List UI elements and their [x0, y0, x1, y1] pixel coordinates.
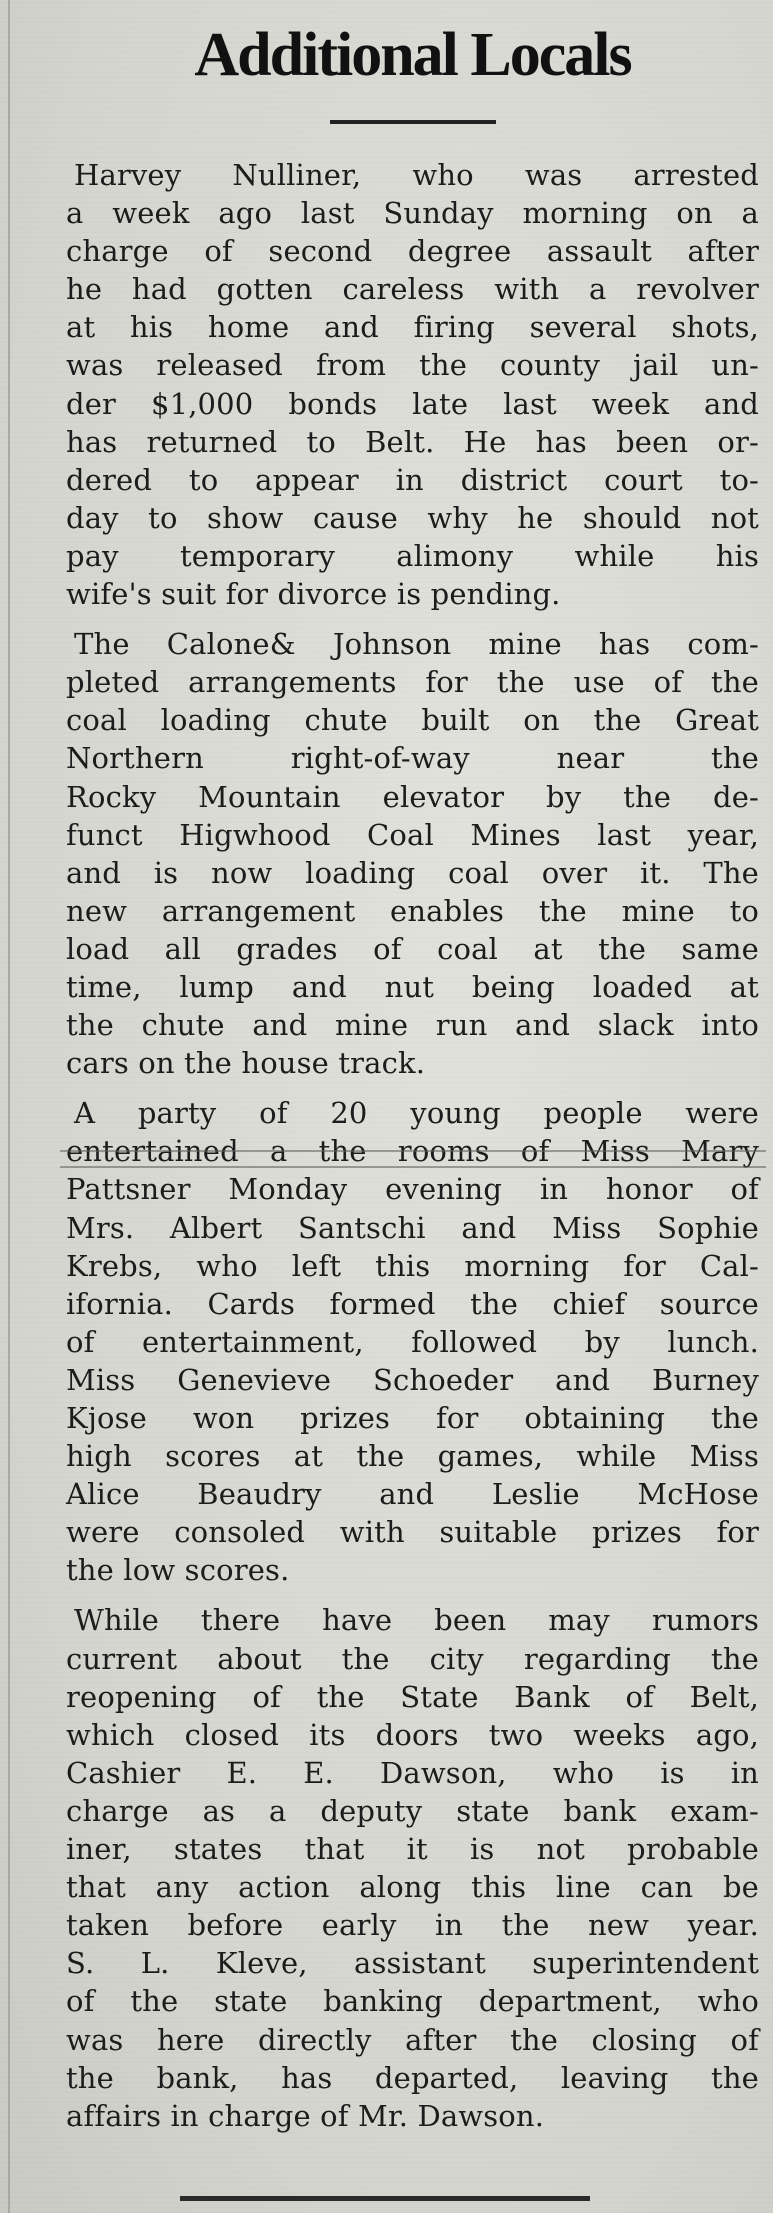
text-line: has returned to Belt. He has been or-	[66, 424, 759, 459]
text-line: Mrs. Albert Santschi and Miss Sophie	[66, 1210, 759, 1245]
text-line: of entertainment, followed by lunch.	[66, 1324, 759, 1359]
text-line: Cashier E. E. Dawson, who is in	[66, 1755, 759, 1790]
text-line: pay temporary alimony while his	[66, 538, 759, 573]
text-line: high scores at the games, while Miss	[66, 1439, 759, 1474]
text-line: he had gotten careless with a revolver	[66, 272, 759, 307]
text-line: A party of 20 young people were	[74, 1096, 759, 1131]
text-line: pleted arrangements for the use of the	[66, 665, 759, 700]
text-line: coal loading chute built on the Great	[66, 703, 759, 738]
text-line: wife's suit for divorce is pending.	[66, 577, 561, 612]
text-line: iner, states that it is not probable	[66, 1832, 759, 1867]
paragraph	[66, 625, 759, 1082]
text-line: a week ago last Sunday morning on a	[66, 196, 759, 231]
text-line: were consoled with suitable prizes for	[66, 1515, 759, 1550]
text-line: The Calone& Johnson mine has com-	[74, 627, 759, 662]
text-line: reopening of the State Bank of Belt,	[66, 1679, 759, 1714]
text-line: Northern right-of-way near the	[66, 741, 759, 776]
text-line: Kjose won prizes for obtaining the	[66, 1401, 759, 1435]
headline-rule	[330, 120, 496, 124]
paragraph	[66, 1094, 759, 1589]
text-line: While there have been may rumors	[74, 1603, 759, 1638]
paragraph	[66, 156, 759, 613]
text-line: was here directly after the closing of	[66, 2022, 759, 2057]
text-line: was released from the county jail un-	[66, 348, 759, 383]
text-line: taken before early in the new year.	[66, 1908, 759, 1943]
text-line: Rocky Mountain elevator by the de-	[66, 779, 759, 814]
text-line: the low scores.	[66, 1553, 290, 1588]
text-line: load all grades of coal at the same	[66, 931, 759, 966]
fold-crease-marks	[60, 1150, 766, 1168]
text-line: that any action along this line can be	[66, 1870, 759, 1905]
text-line: cars on the house track.	[66, 1046, 426, 1081]
text-line: der $1,000 bonds late last week and	[66, 386, 759, 421]
text-line: charge as a deputy state bank exam-	[66, 1793, 759, 1828]
headline: Additional Locals	[194, 21, 631, 89]
text-line: at his home and firing several shots,	[66, 310, 759, 345]
article-body	[66, 156, 759, 2135]
text-line: Alice Beaudry and Leslie McHose	[66, 1477, 759, 1512]
text-line: entertained a the rooms of Miss Mary	[66, 1134, 759, 1169]
text-line: charge of second degree assault after	[66, 234, 759, 269]
text-line: which closed its doors two weeks ago,	[66, 1717, 759, 1752]
bottom-rule	[180, 2196, 590, 2201]
text-line: the bank, has departed, leaving the	[66, 2060, 759, 2095]
text-line: ifornia. Cards formed the chief source	[66, 1286, 759, 1321]
text-line: S. L. Kleve, assistant superintendent	[66, 1946, 759, 1981]
text-line: Miss Genevieve Schoeder and Burney	[66, 1362, 759, 1397]
text-line: of the state banking department, who	[66, 1984, 759, 2019]
text-line: day to show cause why he should not	[66, 500, 759, 535]
text-line: time, lump and nut being loaded at	[66, 969, 759, 1004]
text-line: dered to appear in district court to-	[66, 462, 759, 497]
text-line: current about the city regarding the	[66, 1641, 759, 1676]
text-line: Krebs, who left this morning for Cal-	[66, 1248, 759, 1283]
text-line: and is now loading coal over it. The	[66, 855, 759, 890]
text-line: new arrangement enables the mine to	[66, 893, 759, 928]
paragraph	[66, 1601, 759, 2134]
text-line: the chute and mine run and slack into	[66, 1008, 759, 1043]
text-line: Harvey Nulliner, who was arrested	[74, 158, 759, 192]
text-line: affairs in charge of Mr. Dawson.	[66, 2098, 545, 2133]
text-line: funct Higwhood Coal Mines last year,	[66, 817, 759, 852]
column-edge-line	[8, 0, 10, 2213]
text-line: Pattsner Monday evening in honor of	[66, 1172, 759, 1207]
